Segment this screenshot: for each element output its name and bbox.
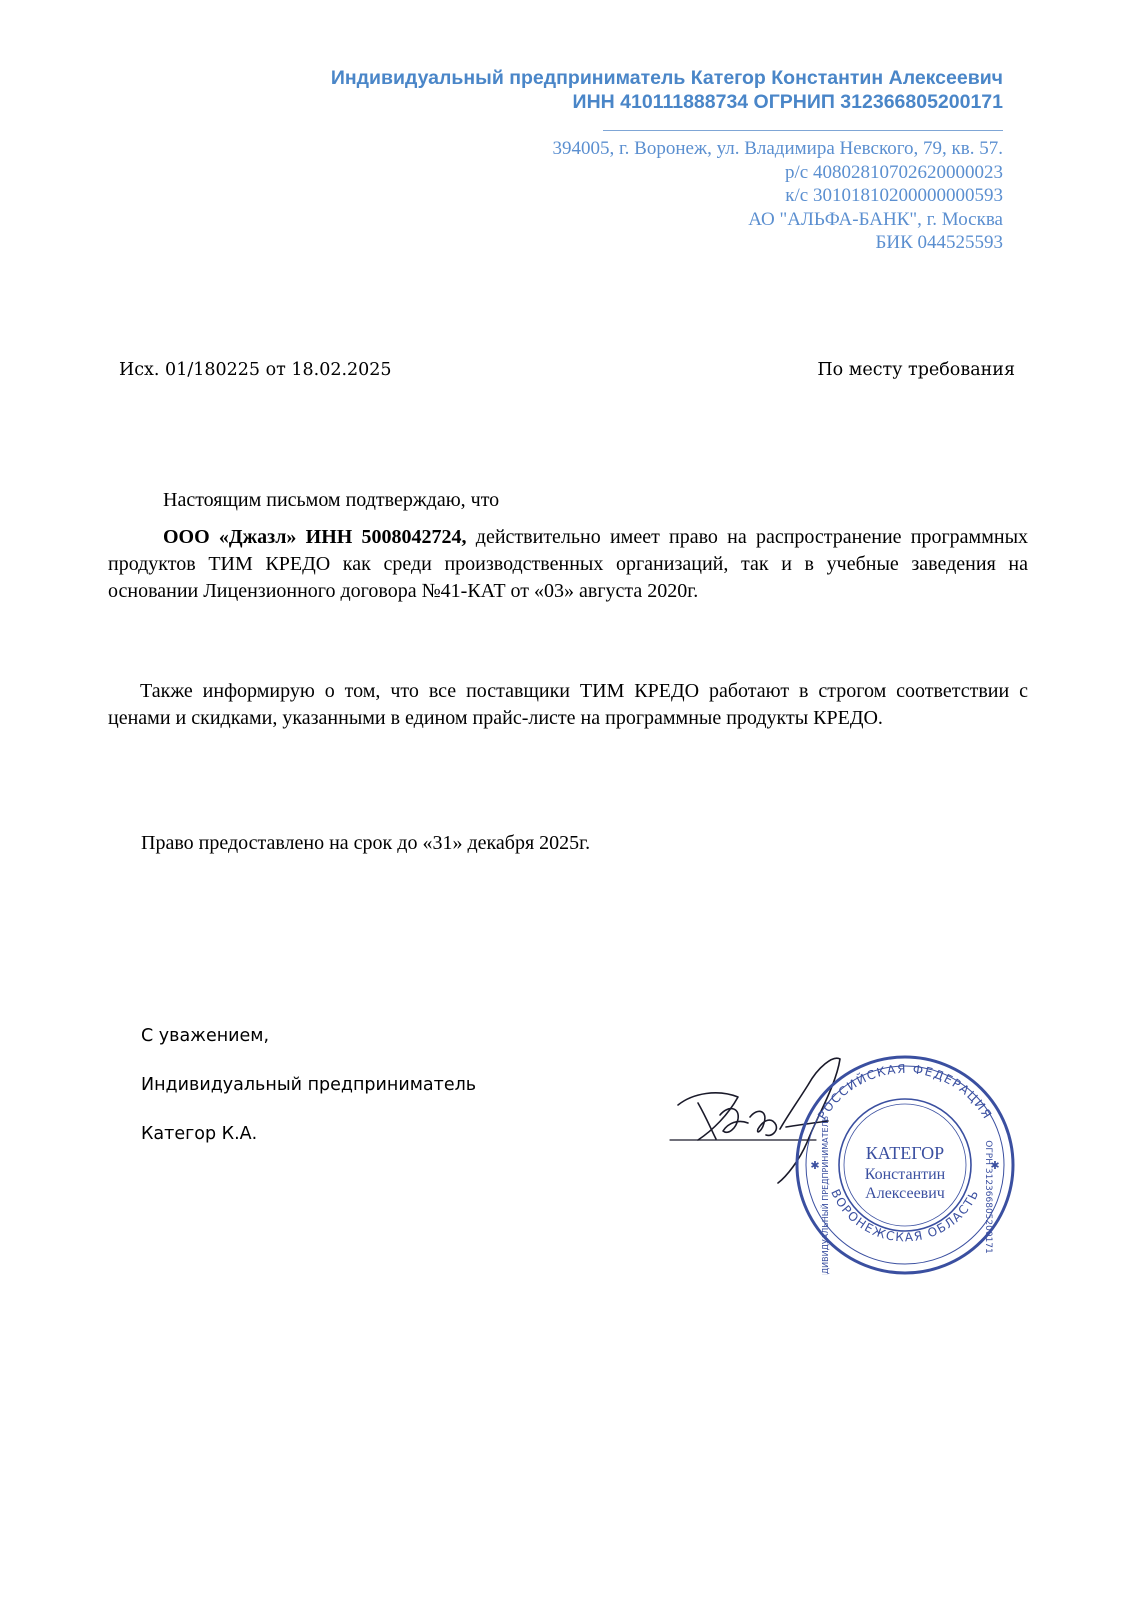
company-name-inn: ООО «Джазл» ИНН 5008042724,: [163, 526, 467, 548]
letterhead-inn-ogrnip: ИНН 410111888734 ОГРНИП 312366805200171: [572, 91, 1003, 113]
seal-center-line1: КАТЕГОР: [865, 1143, 945, 1163]
round-seal: [797, 1057, 1013, 1275]
body-main-text: действительно имеет право на распространение программных продуктов ТИМ КРЕДО как среди производственных организаций, так и в учебные заведения на основании Лицензионного договора №41-КАТ от «03» августа 2020г.: [108, 526, 1029, 602]
body-intro: Настоящим письмом подтверждаю, что: [163, 489, 500, 511]
letterhead-bik: БИК 044525593: [875, 232, 1003, 253]
letterhead-bank: АО "АЛЬФА-БАНК", г. Москва: [748, 208, 1003, 230]
letterhead-account: р/с 40802810702620000023: [785, 161, 1003, 183]
seal-ring-right: ОГРН 312366805200171: [983, 1140, 993, 1254]
seal-center-line3: Алексеевич: [865, 1185, 945, 1202]
letterhead-address: 394005, г. Воронеж, ул. Владимира Невского, 79, кв. 57.: [552, 138, 1003, 159]
signature-name: Категор К.А.: [141, 1124, 258, 1144]
letterhead-divider: [603, 130, 1003, 131]
svg-text:РОССИЙСКАЯ ФЕДЕРАЦИЯ: [815, 1062, 995, 1122]
signature-title: Индивидуальный предприниматель: [141, 1075, 477, 1095]
letterhead-requisites: [553, 137, 1003, 255]
outgoing-reference-number: Исх. 01/180225 от 18.02.2025: [119, 360, 392, 380]
letterhead-entrepreneur-name: Индивидуальный предприниматель Категор Константин Алексеевич: [330, 67, 1003, 89]
signature-closing: С уважением,: [141, 1026, 270, 1046]
signature-and-seal: [668, 1045, 1048, 1275]
seal-ring-top: РОССИЙСКАЯ ФЕДЕРАЦИЯ: [815, 1061, 995, 1123]
body-main-paragraph: [108, 524, 1028, 605]
seal-ring-left: ИНДИВИДУАЛЬНЫЙ ПРЕДПРИНИМАТЕЛЬ: [821, 1115, 830, 1275]
seal-star-right-icon: ✱: [990, 1159, 1000, 1172]
recipient-line: По месту требования: [817, 360, 1015, 380]
seal-star-left-icon: ✱: [810, 1159, 820, 1172]
seal-graphic: [668, 1045, 1048, 1275]
body-term: Право предоставлено на срок до «31» декабря 2025г.: [141, 832, 591, 854]
letterhead-corr-account: к/с 30101810200000000593: [785, 185, 1003, 206]
body-second-paragraph: Также информирую о том, что все поставщики ТИМ КРЕДО работают в строгом соответствии с ценами и скидками, указанными в едином прайс-листе на программные продукты КРЕДО.: [108, 680, 1028, 729]
seal-ring-bottom: ВОРОНЕЖСКАЯ ОБЛАСТЬ: [828, 1186, 982, 1245]
letterhead-title: [331, 66, 1003, 114]
seal-center-line2: Константин: [864, 1166, 946, 1183]
